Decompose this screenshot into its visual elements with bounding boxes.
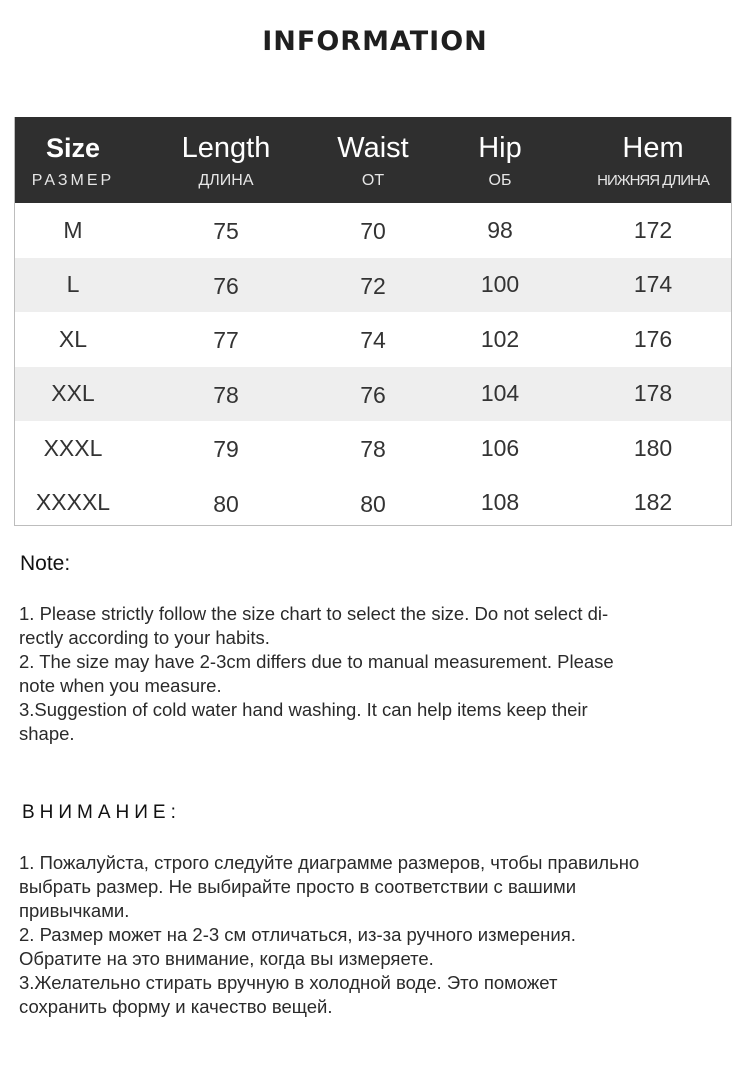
table-row: [15, 421, 731, 476]
hip-cell: 106: [480, 434, 520, 461]
header-waist: [321, 117, 425, 203]
size-cell: L: [66, 271, 80, 298]
length-cell: 75: [213, 218, 239, 245]
header-sublabel: НИЖНЯЯ ДЛИНА: [597, 172, 709, 189]
header-label: Hip: [478, 132, 522, 164]
waist-cell: 72: [360, 272, 386, 299]
header-size: [15, 117, 131, 203]
header-hem: [575, 117, 731, 203]
length-cell: 78: [213, 381, 239, 408]
waist-cell: 74: [360, 327, 386, 354]
hem-cell: 182: [633, 489, 673, 516]
note-heading: Note:: [20, 552, 71, 575]
table-row: [15, 203, 731, 258]
table-header: [15, 117, 731, 203]
note-line: note when you measure.: [19, 675, 222, 696]
ru-note-line: Обратите на это внимание, когда вы измеряете.: [19, 948, 434, 969]
ru-note-text: [19, 851, 719, 1019]
hip-cell: 98: [487, 216, 513, 243]
hem-cell: 176: [633, 325, 673, 352]
header-hip: [425, 117, 575, 203]
size-cell: XXL: [51, 380, 95, 407]
ru-note-line: сохранить форму и качество вещей.: [19, 996, 333, 1017]
waist-cell: 76: [360, 381, 386, 408]
hem-cell: 180: [633, 434, 673, 461]
size-cell: XL: [58, 325, 88, 352]
waist-cell: 70: [360, 218, 386, 245]
header-sublabel: ОБ: [488, 172, 512, 189]
header-label: Hem: [622, 132, 684, 164]
size-cell: M: [63, 216, 83, 243]
table-row: [15, 312, 731, 367]
length-cell: 79: [213, 436, 239, 463]
header-sublabel: ОТ: [361, 172, 385, 189]
waist-cell: 78: [360, 436, 386, 463]
note-line: shape.: [19, 723, 75, 744]
length-cell: 77: [213, 327, 239, 354]
hem-cell: 178: [633, 380, 673, 407]
header-sublabel: РАЗМЕР: [31, 172, 115, 189]
note-text: [19, 602, 719, 746]
hem-cell: 174: [633, 271, 673, 298]
note-line: rectly according to your habits.: [19, 627, 270, 648]
hip-cell: 102: [480, 325, 520, 352]
note-line: 1. Please strictly follow the size chart to select the size. Do not select di-: [19, 603, 609, 624]
table-row: [15, 367, 731, 422]
ru-note-heading: ВНИМАНИЕ:: [22, 802, 181, 823]
length-cell: 80: [213, 490, 239, 517]
hem-cell: 172: [633, 216, 673, 243]
header-length: [131, 117, 321, 203]
length-cell: 76: [213, 272, 239, 299]
hip-cell: 108: [480, 489, 520, 516]
table-row: [15, 258, 731, 313]
size-chart-table: [14, 117, 732, 526]
size-cell: XXXXL: [35, 489, 111, 516]
note-line: 3.Suggestion of cold water hand washing. It can help items keep their: [19, 699, 588, 720]
hip-cell: 104: [480, 380, 520, 407]
header-sublabel: ДЛИНА: [198, 172, 254, 189]
ru-note-line: 3.Желательно стирать вручную в холодной воде. Это поможет: [19, 972, 558, 993]
ru-note-line: выбрать размер. Не выбирайте просто в соответствии с вашими: [19, 876, 577, 897]
ru-note-line: 2. Размер может на 2-3 см отличаться, из-за ручного измерения.: [19, 924, 576, 945]
header-label: Length: [181, 132, 271, 164]
page-title: INFORMATION: [262, 26, 488, 57]
header-label: Size: [45, 133, 101, 163]
note-line: 2. The size may have 2-3cm differs due to manual measurement. Please: [19, 651, 614, 672]
table-row: [15, 476, 731, 531]
ru-note-line: привычками.: [19, 900, 130, 921]
size-cell: XXXL: [43, 434, 103, 461]
ru-note-line: 1. Пожалуйста, строго следуйте диаграмме размеров, чтобы правильно: [19, 852, 640, 873]
waist-cell: 80: [360, 490, 386, 517]
hip-cell: 100: [480, 271, 520, 298]
header-label: Waist: [337, 132, 409, 164]
